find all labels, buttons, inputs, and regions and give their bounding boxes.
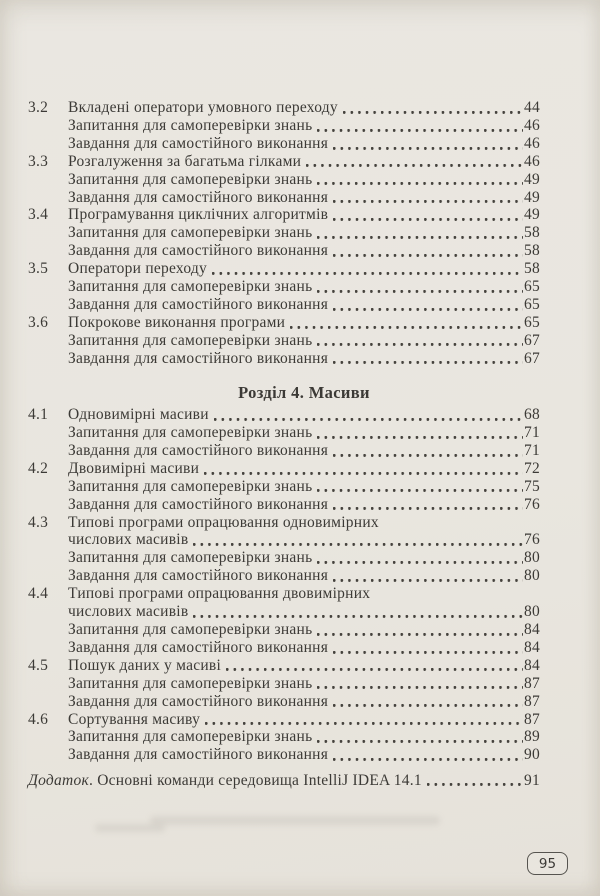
toc-entry-title: Завдання для самостійного виконання [68,295,329,313]
dot-leader [315,224,523,242]
toc-entry-page: 91 [524,771,540,789]
dot-leader [315,278,523,296]
toc-entry [28,296,540,314]
toc-entry-page: 72 [524,459,540,477]
toc-entry-number [28,332,68,350]
toc-entry [28,278,540,296]
toc-entry-title: Оператори переходу [68,260,208,278]
toc-entry-page: 46 [524,116,540,134]
toc-entry-title: Запитання для самоперевірки знань [68,224,313,242]
toc-entry-page: 46 [524,134,540,152]
toc-entry-page: 84 [524,656,540,674]
toc-entry-page: 89 [524,728,540,746]
toc-entry-title: Завдання для самостійного виконання [68,349,329,367]
toc-appendix-entry [28,772,540,790]
toc-entry-title: Завдання для самостійного виконання [68,495,329,513]
toc-entry-title: Завдання для самостійного виконання [68,692,329,710]
toc-entry-page: 58 [524,242,540,260]
dot-leader [202,460,523,478]
toc-entry-number: 3.4 [28,206,49,224]
dot-leader [212,406,523,424]
toc-entry [28,332,540,350]
toc-entry-number: 3.3 [28,152,49,170]
toc-entry-title: Запитання для самоперевірки знань [68,549,313,567]
toc-entry [28,603,540,621]
toc-entry-title: Запитання для самоперевірки знань [68,477,313,495]
toc-entry [28,639,540,657]
toc-entry-title: Завдання для самостійного виконання [68,242,329,260]
toc-entry-page: 75 [524,477,540,495]
toc-entry-number: 3.5 [28,260,49,278]
toc-entry-title: . Основні команди середовища IntelliJ IDEA 14.1 [88,771,422,789]
toc-entry-number [28,117,68,135]
toc-entry-title: Пошук даних у масиві [68,656,222,674]
toc-entry [28,728,540,746]
dot-leader [315,424,523,442]
dot-leader [331,296,523,314]
toc-entry [28,514,540,532]
toc-entry-title: Програмування циклічних алгоритмів [68,206,329,224]
toc-entry-number: 4.4 [28,585,49,603]
toc-entry [28,406,540,424]
toc-entry-number [28,567,68,585]
toc-entry-page: 87 [524,692,540,710]
dot-leader [191,531,523,549]
toc-entry-page: 49 [524,206,540,224]
toc-entry-number [28,171,68,189]
dot-leader [191,603,523,621]
toc-entry [28,224,540,242]
toc-entry-number [28,621,68,639]
toc-entry-number: 4.6 [28,710,49,728]
dot-leader [331,442,523,460]
toc-entry-number [28,496,68,514]
toc-entry-page: 58 [524,260,540,278]
table-of-contents [28,99,540,790]
toc-entry-page: 80 [524,603,540,621]
toc-entry-page: 71 [524,441,540,459]
toc-entry-page: 67 [524,349,540,367]
toc-entry [28,746,540,764]
toc-entry-number [28,728,68,746]
dot-leader [315,549,523,567]
toc-entry-title: Типові програми опрацювання двовимірних [68,585,371,603]
toc-entry-number: 4.2 [28,459,49,477]
toc-entry-number: 3.6 [28,313,49,331]
toc-entry [28,621,540,639]
dot-leader [315,478,523,496]
toc-entry-number: 4.3 [28,513,49,531]
toc-entry-title: Розгалуження за багатьма гілками [68,152,302,170]
dot-leader [331,135,523,153]
toc-entry [28,260,540,278]
toc-entry-title: Двовимірні масиви [68,459,200,477]
toc-entry-title: Сортування масиву [68,710,201,728]
toc-entry-page: 49 [524,170,540,188]
toc-entry-number [28,746,68,764]
toc-entry [28,657,540,675]
toc-entry [28,693,540,711]
bleed-through-smudge [150,816,440,825]
toc-entry-page: 65 [524,278,540,296]
toc-entry-page: 80 [524,567,540,585]
toc-entry [28,675,540,693]
toc-entry [28,171,540,189]
toc-entry [28,135,540,153]
toc-entry-number [28,549,68,567]
toc-entry-title: Запитання для самоперевірки знань [68,331,313,349]
toc-entry-title: Типові програми опрацювання одновимірних [68,513,379,531]
toc-entry [28,585,540,603]
toc-entry-page: 49 [524,188,540,206]
page-number: 95 [538,855,557,872]
dot-leader [425,772,523,790]
toc-entry-page: 68 [524,406,540,424]
dot-leader [203,711,523,729]
dot-leader [288,314,523,332]
toc-entry-title: числових масивів [68,603,189,621]
toc-entry-number [28,278,68,296]
toc-entry [28,153,540,171]
dot-leader [224,657,523,675]
toc-entry-page: 76 [524,531,540,549]
bleed-through-smudge [95,824,165,832]
toc-entry-title: Запитання для самоперевірки знань [68,424,313,441]
toc-entry-title: Запитання для самоперевірки знань [68,116,313,134]
toc-entry-title: Завдання для самостійного виконання [68,638,329,656]
toc-entry-title: Завдання для самостійного виконання [68,188,329,206]
toc-entry-page: 67 [524,331,540,349]
toc-entry-page: 87 [524,674,540,692]
toc-entry-page: 71 [524,424,540,441]
dot-leader [315,675,523,693]
chapter-heading: Розділ 4. Масиви [238,382,370,402]
dot-leader [331,242,523,260]
toc-entry [28,314,540,332]
toc-entry-page: 80 [524,549,540,567]
toc-entry [28,189,540,207]
toc-entry-page: 58 [524,224,540,242]
toc-entry-title: Одновимірні масиви [68,406,209,424]
dot-leader [331,206,523,224]
toc-entry [28,496,540,514]
toc-entry [28,549,540,567]
toc-entry-number [28,135,68,153]
dot-leader [341,99,523,117]
toc-entry-number [28,639,68,657]
dot-leader [331,639,523,657]
toc-entry-title: Запитання для самоперевірки знань [68,674,313,692]
toc-entry-page: 84 [524,638,540,656]
toc-entry-number [28,693,68,711]
dot-leader [315,117,523,135]
dot-leader [315,332,523,350]
toc-entry-number [28,675,68,693]
toc-entry-number: 4.1 [28,406,49,424]
toc-entry-page: 87 [524,710,540,728]
toc-entry [28,424,540,442]
toc-entry-page: 65 [524,313,540,331]
toc-entry-number [28,350,68,368]
dot-leader [315,728,523,746]
dot-leader [331,693,523,711]
dot-leader [210,260,523,278]
toc-entry-title: Вкладені оператори умовного переходу [68,99,338,116]
toc-entry [28,99,540,117]
dot-leader [304,153,523,171]
toc-entry [28,567,540,585]
toc-entry-number [28,224,68,242]
toc-entry-number: 4.5 [28,656,49,674]
toc-entry-number [28,531,68,549]
page-number-badge [527,852,568,875]
toc-entry-number [28,478,68,496]
toc-entry-title: Запитання для самоперевірки знань [68,278,313,296]
toc-entry-title: Запитання для самоперевірки знань [68,170,313,188]
toc-entry [28,350,540,368]
toc-entry [28,117,540,135]
dot-leader [331,189,523,207]
toc-entry [28,711,540,729]
dot-leader [331,496,523,514]
dot-leader [331,746,523,764]
toc-entry-page: 44 [524,99,540,116]
toc-entry-title: числових масивів [68,531,189,549]
toc-entry [28,442,540,460]
toc-entry [28,478,540,496]
toc-entry-page: 90 [524,746,540,764]
dot-leader [331,350,523,368]
toc-entry-page: 65 [524,295,540,313]
dot-leader [331,567,523,585]
toc-entry-number [28,603,68,621]
toc-entry-title: Завдання для самостійного виконання [68,441,329,459]
toc-entry-page: 76 [524,495,540,513]
toc-entry-number [28,189,68,207]
toc-entry-title: Завдання для самостійного виконання [68,746,329,764]
toc-entry-number [28,296,68,314]
toc-entry-number: 3.2 [28,99,49,116]
dot-leader [315,171,523,189]
toc-entry-number [28,442,68,460]
toc-entry-lead: Додаток [28,771,89,789]
toc-entry-title: Завдання для самостійного виконання [68,567,329,585]
toc-entry-title: Завдання для самостійного виконання [68,134,329,152]
toc-entry [28,531,540,549]
toc-entry-title: Запитання для самоперевірки знань [68,620,313,638]
toc-entry-number [28,424,68,442]
toc-entry [28,206,540,224]
toc-entry [28,460,540,478]
toc-entry-title: Запитання для самоперевірки знань [68,728,313,746]
toc-entry-title: Покрокове виконання програми [68,313,286,331]
toc-entry [28,242,540,260]
dot-leader [315,621,523,639]
toc-entry-page: 84 [524,620,540,638]
toc-entry-page: 46 [524,152,540,170]
toc-entry-number [28,242,68,260]
